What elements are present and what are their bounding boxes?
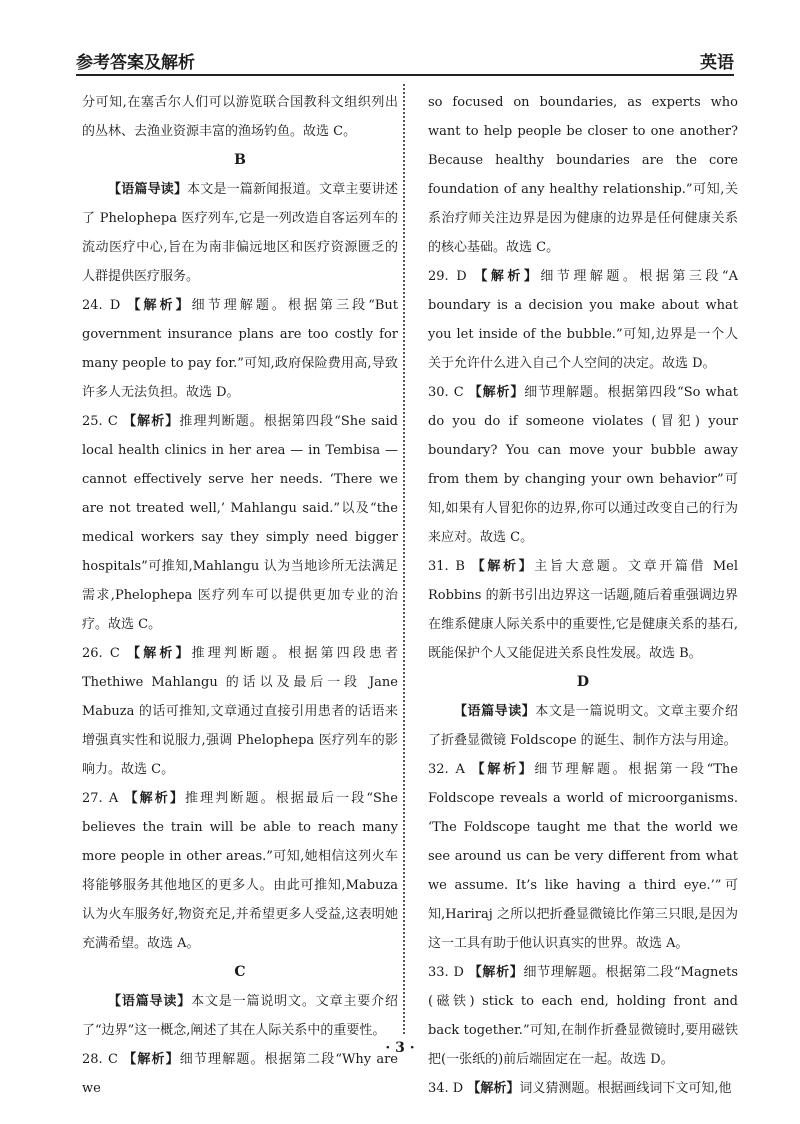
analysis-tag: 【解析】 — [123, 1052, 180, 1067]
right-column — [428, 88, 738, 1103]
analysis-tag: 【解析】 — [474, 269, 541, 284]
answer-text: 推理判断题。根据最后一段“She believes the train will be able to reach many more people in other areas.”可知,她相信这列火车将能够服务其他地区的更多人。由此可推知,Mabuza 认为火车服务好,物资充足,并希望更多人受益,这表明她充满希望。故选 A。 — [82, 791, 398, 951]
answer-text: 推理判断题。根据第四段患者 Thethiwe Mahlangu 的话以及最后一段 Jane Mabuza 的话可推知,文章通过直接引用患者的话语来增强真实性和说服力,强调 Phelophepa 医疗列车的影响力。故选 C。 — [82, 646, 398, 777]
answer-31 — [428, 552, 738, 668]
answer-text: 细节理解题。根据第二段“Why are we — [82, 1052, 398, 1096]
section-heading-c: C — [234, 964, 246, 980]
analysis-tag: 【解析】 — [127, 646, 192, 661]
analysis-tag: 【解析】 — [471, 762, 535, 777]
left-column — [82, 88, 398, 1103]
answer-29 — [428, 262, 738, 378]
page-header — [76, 44, 734, 76]
answer-number: 29. D — [428, 269, 467, 284]
guide-text: 本文是一篇新闻报道。文章主要讲述了 Phelophepa 医疗列车,它是一列改造自客运列车的流动医疗中心,旨在为南非偏远地区和医疗资源匮乏的人群提供医疗服务。 — [82, 182, 398, 284]
answer-30 — [428, 378, 738, 552]
answer-27 — [82, 784, 398, 958]
section-heading-d: D — [576, 674, 590, 690]
page-number: · 3 · — [385, 1040, 415, 1056]
answer-number: 34. D — [428, 1081, 464, 1096]
analysis-tag: 【解析】 — [468, 385, 525, 400]
guide-text: 本文是一篇说明文。文章主要介绍了“边界”这一概念,阐述了其在人际关系中的重要性。 — [82, 994, 398, 1038]
answer-34 — [428, 1074, 738, 1103]
answer-number: 25. C — [82, 414, 118, 429]
analysis-tag: 【解析】 — [123, 414, 180, 429]
analysis-tag: 【解析】 — [467, 1081, 520, 1096]
answer-number: 28. C — [82, 1052, 118, 1067]
answer-number: 26. C — [82, 646, 120, 661]
analysis-tag: 【解析】 — [471, 559, 535, 574]
answer-text: 细节理解题。根据第四段“So what do you do if someone violates (冒犯) your boundary? You can move your bubble away from them by changing your own behavior”可知,如果有人冒犯你的边界,你可以通过改变自己的行为来应对。故选 C。 — [428, 385, 738, 545]
guide-text: 本文是一篇说明文。文章主要介绍了折叠显微镜 Foldscope 的诞生、制作方法与用途。 — [428, 704, 738, 748]
answer-text: 主旨大意题。文章开篇借 Mel Robbins 的新书引出边界这一话题,随后着重强调边界在维系健康人际关系中的重要性,它是健康关系的基石,既能保护个人又能促进关系良性发展。故选 B。 — [428, 559, 738, 661]
header-subject: 英语 — [700, 53, 734, 73]
answer-number: 30. C — [428, 385, 464, 400]
analysis-tag: 【解析】 — [124, 791, 186, 806]
paragraph-intro: 分可知,在塞舌尔人们可以游览联合国教科文组织列出的丛林、去渔业资源丰富的渔场钓鱼。故选 C。 — [82, 95, 398, 139]
analysis-tag: 【解析】 — [468, 965, 524, 980]
answer-number: 24. D — [82, 298, 121, 313]
answer-28-continued: so focused on boundaries, as experts who want to help people be closer to one another? Because healthy boundaries are the core foundation of any healthy relationship.”可知,关系治疗师关注边界是因为健康的边界是任何健康关系的核心基础。故选 C。 — [428, 95, 738, 255]
guide-d — [428, 697, 738, 755]
guide-b — [82, 175, 398, 291]
guide-tag: 【语篇导读】 — [454, 704, 536, 719]
guide-c — [82, 987, 398, 1045]
answer-33 — [428, 958, 738, 1074]
guide-tag: 【语篇导读】 — [108, 994, 192, 1009]
guide-tag: 【语篇导读】 — [108, 182, 188, 197]
answer-25 — [82, 407, 398, 639]
column-divider — [403, 84, 405, 1034]
answer-32 — [428, 755, 738, 958]
analysis-tag: 【解析】 — [127, 298, 192, 313]
answer-text: 词义猜测题。根据画线词下文可知,他 — [519, 1081, 732, 1096]
answer-number: 27. A — [82, 791, 119, 806]
answer-number: 33. D — [428, 965, 464, 980]
answer-26 — [82, 639, 398, 784]
answer-24 — [82, 291, 398, 407]
answer-text: 推理判断题。根据第四段“She said local health clinics in her area — in Tembisa — cannot effectively serve her needs. ‘There we are not treated well,’ Mahlangu said.”以及“the medical workers say they simply need bigger hospitals”可推知,Mahlangu 认为当地诊所无法满足需求,Phelophepa 医疗列车可以提供更加专业的治疗。故选 C。 — [82, 414, 398, 632]
answer-text: 细节理解题。根据第三段“But government insurance plans are too costly for many people to pay for.”可知,政府保险费用高,导致许多人无法负担。故选 D。 — [82, 298, 398, 400]
answer-text: 细节理解题。根据第二段“Magnets (磁铁) stick to each end, holding front and back together.”可知,在制作折叠显微镜时,要用磁铁把(一张纸的)前后端固定在一起。故选 D。 — [428, 965, 738, 1067]
answer-text: 细节理解题。根据第一段“The Foldscope reveals a world of microorganisms. ‘The Foldscope taught me that the world we see around us can be very different from what we assume. It’s like having a third eye.’”可知,Hariraj 之所以把折叠显微镜比作第三只眼,是因为这一工具有助于他认识真实的世界。故选 A。 — [428, 762, 738, 951]
answer-number: 31. B — [428, 559, 465, 574]
header-title: 参考答案及解析 — [76, 53, 195, 73]
answer-text: 细节理解题。根据第三段“A boundary is a decision you make about what you let inside of the bubble.”可知,边界是一个人关于允许什么进入自己个人空间的决定。故选 D。 — [428, 269, 738, 371]
section-heading-b: B — [234, 152, 246, 168]
answer-number: 32. A — [428, 762, 465, 777]
